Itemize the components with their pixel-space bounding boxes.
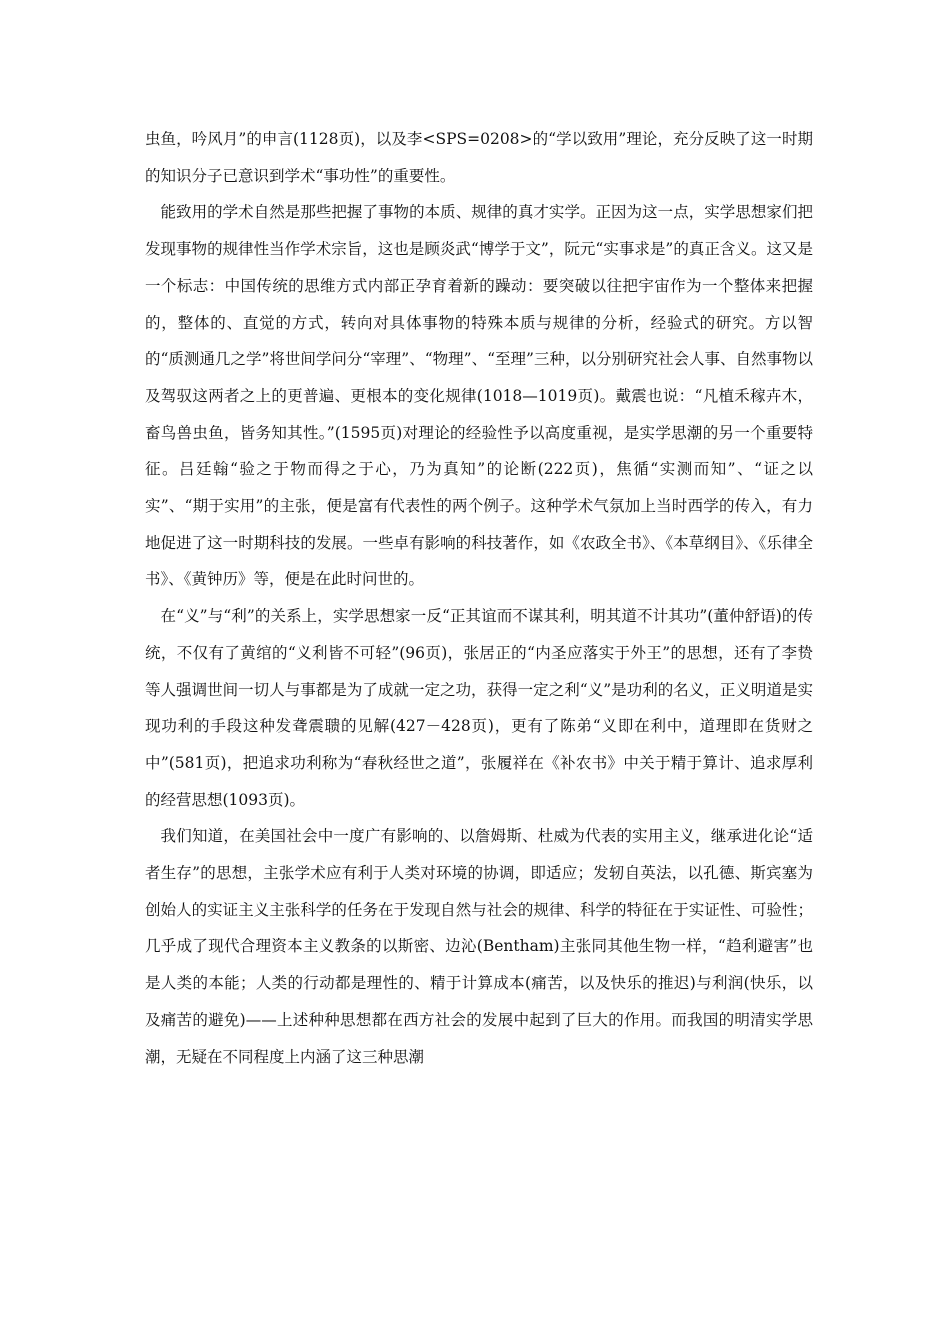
paragraph-3: 在“义”与“利”的关系上，实学思想家一反“正其谊而不谋其利，明其道不计其功”(董仲舒语)的传统，不仅有了黄绾的“义利皆不可轻”(96页)，张居正的“内圣应落实于外王”的思想，还有了李贽等人强调世间一切人与事都是为了成就一定之功，获得一定之利“义”是功利的名义，正义明道是实现功利的手段这种发聋震聩的见解(427－428页)，更有了陈弟“义即在利中，道理即在货财之中”(581页)，把追求功利称为“春秋经世之道”，张履祥在《补农书》中关于精于算计、追求厚利的经营思想(1093页)。 (145, 607, 813, 809)
document-page (145, 121, 813, 1075)
paragraph-1: 虫鱼，吟风月”的申言(1128页)，以及李<SPS=0208>的“学以致用”理论，充分反映了这一时期的知识分子已意识到学术“事功性”的重要性。 (145, 130, 813, 185)
paragraph-4: 我们知道，在美国社会中一度广有影响的、以詹姆斯、杜威为代表的实用主义，继承进化论“适者生存”的思想，主张学术应有利于人类对环境的协调，即适应；发轫自英法，以孔德、斯宾塞为创始人的实证主义主张科学的任务在于发现自然与社会的规律、科学的特征在于实证性、可验性；几乎成了现代合理资本主义教条的以斯密、边沁(Bentham)主张同其他生物一样，“趋利避害”也是人类的本能；人类的行动都是理性的、精于计算成本(痛苦，以及快乐的推迟)与利润(快乐，以及痛苦的避免)——上述种种思想都在西方社会的发展中起到了巨大的作用。而我国的明清实学思潮，无疑在不同程度上内涵了这三种思潮 (145, 827, 813, 1066)
paragraph-2: 能致用的学术自然是那些把握了事物的本质、规律的真才实学。正因为这一点，实学思想家们把发现事物的规律性当作学术宗旨，这也是顾炎武“博学于文”，阮元“实事求是”的真正含义。这又是一个标志：中国传统的思维方式内部正孕育着新的躁动：要突破以往把宇宙作为一个整体来把握的，整体的、直觉的方式，转向对具体事物的特殊本质与规律的分析，经验式的研究。方以智的“质测通几之学”将世间学问分“宰理”、“物理”、“至理”三种，以分别研究社会人事、自然事物以及驾驭这两者之上的更普遍、更根本的变化规律(1018—1019页)。戴震也说：“凡植禾稼卉木，畜鸟兽虫鱼，皆务知其性。”(1595页)对理论的经验性予以高度重视，是实学思潮的另一个重要特征。吕廷翰“验之于物而得之于心，乃为真知”的论断(222页)，焦循“实测而知”、“证之以实”、“期于实用”的主张，便是富有代表性的两个例子。这种学术气氛加上当时西学的传入，有力地促进了这一时期科技的发展。一些卓有影响的科技著作，如《农政全书》、《本草纲目》、《乐律全书》、《黄钟历》等，便是在此时问世的。 (145, 203, 813, 589)
